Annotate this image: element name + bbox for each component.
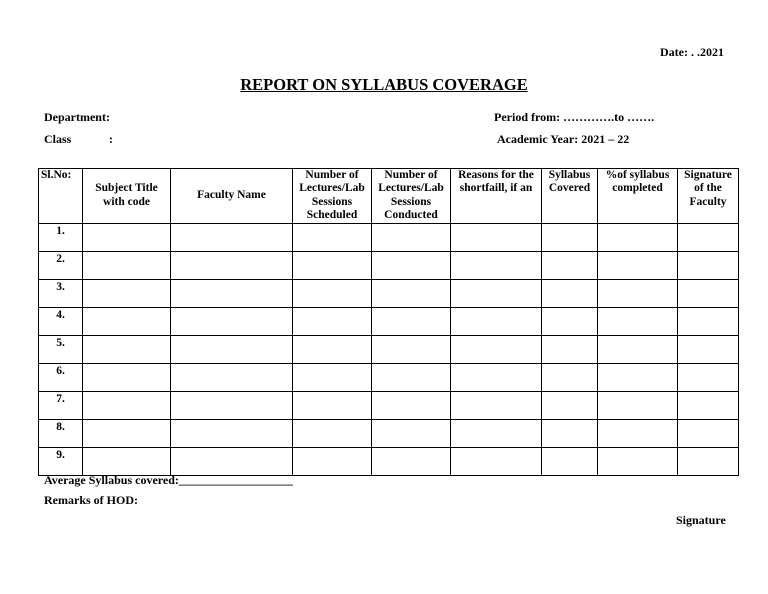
row-number: 3. bbox=[39, 279, 83, 307]
table-row bbox=[39, 335, 739, 363]
table-cell[interactable] bbox=[598, 447, 678, 475]
table-cell[interactable] bbox=[598, 363, 678, 391]
table-cell[interactable] bbox=[372, 391, 451, 419]
table-header-row bbox=[39, 169, 739, 224]
table-cell[interactable] bbox=[451, 307, 542, 335]
table-cell[interactable] bbox=[372, 419, 451, 447]
table-cell[interactable] bbox=[372, 307, 451, 335]
remarks-of-hod: Remarks of HOD: bbox=[44, 493, 138, 507]
table-cell[interactable] bbox=[293, 251, 372, 279]
table-row bbox=[39, 251, 739, 279]
row-number: 1. bbox=[39, 223, 83, 251]
col-header-percent-completed: %of syllabus completed bbox=[598, 169, 678, 224]
table-cell[interactable] bbox=[678, 307, 739, 335]
table-cell[interactable] bbox=[598, 391, 678, 419]
table-cell[interactable] bbox=[171, 251, 293, 279]
table-cell[interactable] bbox=[542, 391, 598, 419]
table-row bbox=[39, 279, 739, 307]
table-row bbox=[39, 447, 739, 475]
table-cell[interactable] bbox=[678, 251, 739, 279]
average-syllabus-covered: Average Syllabus covered:___________________ bbox=[44, 473, 293, 487]
row-number: 7. bbox=[39, 391, 83, 419]
row-number: 5. bbox=[39, 335, 83, 363]
row-number: 8. bbox=[39, 419, 83, 447]
table-cell[interactable] bbox=[83, 251, 171, 279]
table-cell[interactable] bbox=[83, 335, 171, 363]
table-cell[interactable] bbox=[678, 391, 739, 419]
table-cell[interactable] bbox=[171, 363, 293, 391]
table-cell[interactable] bbox=[372, 447, 451, 475]
col-header-slno: Sl.No: bbox=[39, 169, 83, 224]
table-cell[interactable] bbox=[678, 363, 739, 391]
table-cell[interactable] bbox=[293, 223, 372, 251]
table-cell[interactable] bbox=[293, 419, 372, 447]
table-cell[interactable] bbox=[678, 419, 739, 447]
table-cell[interactable] bbox=[598, 251, 678, 279]
table-cell[interactable] bbox=[293, 391, 372, 419]
table-cell[interactable] bbox=[171, 447, 293, 475]
table-row bbox=[39, 419, 739, 447]
table-cell[interactable] bbox=[83, 307, 171, 335]
table-cell[interactable] bbox=[542, 223, 598, 251]
table-cell[interactable] bbox=[678, 279, 739, 307]
table-row bbox=[39, 307, 739, 335]
table-cell[interactable] bbox=[542, 279, 598, 307]
table-cell[interactable] bbox=[372, 279, 451, 307]
table-cell[interactable] bbox=[542, 251, 598, 279]
table-cell[interactable] bbox=[598, 419, 678, 447]
table-cell[interactable] bbox=[171, 335, 293, 363]
academic-year: Academic Year: 2021 – 22 bbox=[497, 132, 630, 146]
table-cell[interactable] bbox=[451, 419, 542, 447]
table-cell[interactable] bbox=[171, 307, 293, 335]
table-cell[interactable] bbox=[542, 363, 598, 391]
table-cell[interactable] bbox=[451, 391, 542, 419]
table-cell[interactable] bbox=[83, 447, 171, 475]
table-cell[interactable] bbox=[83, 391, 171, 419]
table-row bbox=[39, 391, 739, 419]
table-cell[interactable] bbox=[293, 363, 372, 391]
row-number: 6. bbox=[39, 363, 83, 391]
department-label: Department: bbox=[44, 110, 110, 124]
table-cell[interactable] bbox=[451, 447, 542, 475]
table-cell[interactable] bbox=[542, 419, 598, 447]
table-cell[interactable] bbox=[83, 419, 171, 447]
table-row bbox=[39, 223, 739, 251]
col-header-faculty-name: Faculty Name bbox=[171, 169, 293, 224]
table-cell[interactable] bbox=[293, 335, 372, 363]
class-label: Class bbox=[44, 132, 72, 146]
col-header-conducted: Number of Lectures/Lab Sessions Conducted bbox=[372, 169, 451, 224]
class-colon: : bbox=[109, 132, 113, 146]
table-cell[interactable] bbox=[171, 223, 293, 251]
page-title: REPORT ON SYLLABUS COVERAGE bbox=[240, 75, 528, 94]
table-cell[interactable] bbox=[372, 223, 451, 251]
table-cell[interactable] bbox=[293, 307, 372, 335]
table-cell[interactable] bbox=[678, 223, 739, 251]
table-cell[interactable] bbox=[598, 223, 678, 251]
table-cell[interactable] bbox=[83, 223, 171, 251]
table-cell[interactable] bbox=[451, 335, 542, 363]
table-cell[interactable] bbox=[542, 335, 598, 363]
row-number: 2. bbox=[39, 251, 83, 279]
row-number: 4. bbox=[39, 307, 83, 335]
row-number: 9. bbox=[39, 447, 83, 475]
col-header-scheduled: Number of Lectures/Lab Sessions Scheduled bbox=[293, 169, 372, 224]
table-cell[interactable] bbox=[83, 363, 171, 391]
table-cell[interactable] bbox=[372, 335, 451, 363]
table-cell[interactable] bbox=[293, 447, 372, 475]
date-field: Date: . .2021 bbox=[660, 45, 724, 59]
table-cell[interactable] bbox=[451, 363, 542, 391]
coverage-table bbox=[38, 168, 739, 476]
table-cell[interactable] bbox=[542, 307, 598, 335]
table-cell[interactable] bbox=[171, 391, 293, 419]
table-cell[interactable] bbox=[598, 279, 678, 307]
signature-label: Signature bbox=[676, 513, 726, 527]
table-cell[interactable] bbox=[171, 279, 293, 307]
table-cell[interactable] bbox=[171, 419, 293, 447]
table-cell[interactable] bbox=[678, 447, 739, 475]
col-header-reasons: Reasons for the shortfaill, if an bbox=[451, 169, 542, 224]
table-cell[interactable] bbox=[451, 251, 542, 279]
col-header-syllabus-covered: Syllabus Covered bbox=[542, 169, 598, 224]
table-cell[interactable] bbox=[293, 279, 372, 307]
table-cell[interactable] bbox=[678, 335, 739, 363]
table-cell[interactable] bbox=[542, 447, 598, 475]
table-cell[interactable] bbox=[372, 363, 451, 391]
col-header-subject: Subject Title with code bbox=[83, 169, 171, 224]
period-field: Period from: ………….to ……. bbox=[494, 110, 655, 124]
table-cell[interactable] bbox=[598, 335, 678, 363]
table-cell[interactable] bbox=[83, 279, 171, 307]
table-cell[interactable] bbox=[451, 279, 542, 307]
table-cell[interactable] bbox=[372, 251, 451, 279]
col-header-signature: Signature of the Faculty bbox=[678, 169, 739, 224]
table-cell[interactable] bbox=[451, 223, 542, 251]
table-row bbox=[39, 363, 739, 391]
table-cell[interactable] bbox=[598, 307, 678, 335]
